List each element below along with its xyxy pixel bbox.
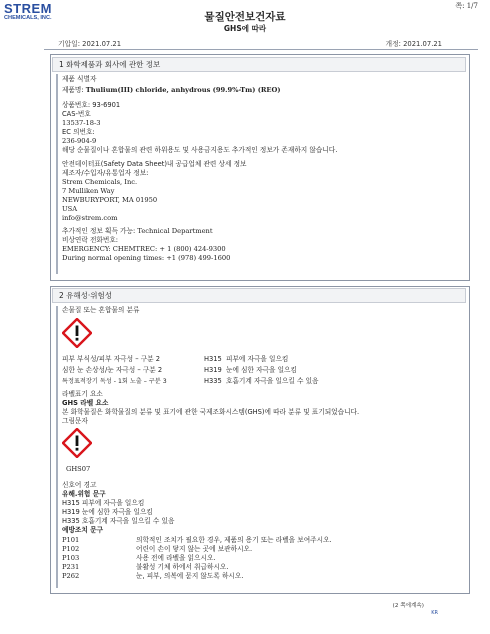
continued-note: (2 쪽에계속)	[392, 603, 424, 609]
cas-value: 13537-18-3	[62, 119, 101, 127]
document-title: 물질안전보건자료	[204, 11, 286, 23]
precaution-statements-label: 예방조치 문구	[62, 526, 104, 534]
supplier-line: Strem Chemicals, Inc.	[62, 178, 138, 186]
precaution-code: P102	[62, 545, 80, 553]
classification-statement: 피부에 자극을 일으킴	[226, 355, 289, 363]
classification-statement: 호흡기계 자극을 일으킬 수 있음	[226, 377, 319, 385]
section-2-heading: 2 유해성·위험성	[52, 288, 466, 303]
exclamation-mark-pictogram-icon	[62, 318, 92, 348]
precaution-text: 사용 전에 라벨을 읽으시오.	[136, 554, 216, 562]
written-date: 기압일: 2021.07.21	[58, 40, 122, 48]
more-info-row	[62, 227, 213, 236]
emergency-label: 비상연락 전화번호:	[62, 236, 119, 244]
supplier-line: 7 Mulliken Way	[62, 187, 115, 195]
classification-code: H319	[204, 366, 222, 374]
more-info-value: Technical Department	[137, 227, 213, 235]
precaution-code: P262	[62, 572, 80, 580]
language-code: KR	[431, 610, 438, 616]
hazard-statement: H335 호흡기계 자극을 일으킬 수 있음	[62, 517, 175, 525]
precaution-code: P103	[62, 554, 80, 562]
precaution-text: 의학적인 조치가 필요한 경우, 제품의 용기 또는 라벨을 보여주시오.	[136, 536, 332, 544]
logo-main-text: STREM	[4, 1, 52, 16]
precaution-text: 눈, 피부, 의복에 묻지 않도록 하시오.	[136, 572, 244, 580]
pictogram-label: 그림문자	[62, 417, 88, 425]
supplier-line: NEWBURYPORT, MA 01950	[62, 196, 158, 204]
supplier-email[interactable]: info@strem.com	[62, 214, 118, 222]
section-1-heading: 1 화학제품과 회사에 관한 정보	[52, 57, 466, 72]
page-number: 쪽: 1/7	[455, 2, 478, 10]
ec-label: EC 의번호:	[62, 128, 95, 136]
product-name: Thulium(III) chloride, anhydrous (99.9%-Tm) (REO)	[85, 86, 281, 94]
header-divider	[44, 49, 478, 50]
product-name-row	[62, 86, 281, 95]
classification-statement: 눈에 심한 자극을 일으킴	[226, 366, 297, 374]
hazard-statement: H319 눈에 심한 자극을 일으킴	[62, 508, 153, 516]
section-2-box	[50, 286, 470, 594]
cas-label: CAS-번호	[62, 110, 91, 118]
product-identifier-label: 제품 식별자	[62, 75, 97, 83]
hazard-statement: H315 피부에 자극을 일으킴	[62, 499, 145, 507]
logo-sub-text: CHEMICALS, INC.	[4, 15, 52, 21]
revised-date: 개정: 2021.07.21	[385, 40, 442, 48]
document-subtitle: GHS에 따라	[223, 24, 267, 33]
emergency-number-1: EMERGENCY: CHEMTREC: + 1 (800) 424-9300	[62, 245, 226, 253]
pictogram-code: GHS07	[66, 465, 91, 473]
supplier-label: 제조자/수입자/유통업자 정보:	[62, 169, 149, 177]
ghs-label-heading: GHS 라벨 요소	[62, 399, 109, 407]
more-info-label: 추가적인 정보 획득 가능:	[62, 227, 136, 235]
classification-category: 특정표적장기 독성 - 1회 노출 – 구분 3	[62, 378, 167, 385]
relevant-uses: 해당 순물질이나 혼합물의 관련 하위용도 및 사용금지용도 추가적인 정보가 존재하지 않습니다.	[62, 146, 338, 154]
emergency-number-2: During normal opening times: +1 (978) 499-1600	[62, 254, 231, 262]
signal-word: 신호어 경고	[62, 481, 97, 489]
section-2-bar	[56, 306, 58, 588]
section-1-bar	[56, 74, 58, 274]
classification-category: 피부 부식성/피부 자극성 – 구분 2	[62, 355, 161, 363]
classification-code: H315	[204, 355, 222, 363]
classification-code: H335	[204, 377, 222, 385]
classification-category: 심한 눈 손상성/눈 자극성 – 구분 2	[62, 366, 163, 374]
sds-details-label: 안전데이터표(Safety Data Sheet)내 공급업체 관련 상세 정보	[62, 160, 247, 168]
precaution-text: 어린이 손이 닿지 않는 곳에 보관하시오.	[136, 545, 253, 553]
product-number: 상품번호: 93-6901	[62, 101, 121, 109]
precaution-code: P231	[62, 563, 80, 571]
ghs-statement: 본 화학물질은 화학물질의 분류 및 표기에 관한 국제조화시스템(GHS)에 따라 분류 및 표기되었습니다.	[62, 408, 360, 416]
exclamation-mark-pictogram-icon	[62, 428, 92, 458]
precaution-text: 불활성 기체 하에서 취급하시오.	[136, 563, 229, 571]
supplier-line: USA	[62, 205, 78, 213]
precaution-code: P101	[62, 536, 80, 544]
ec-value: 236-904-9	[62, 137, 97, 145]
product-name-label: 제품명:	[62, 86, 84, 94]
hazard-statements-label: 유해.위험 문구	[62, 490, 106, 498]
classification-label: 손물질 또는 혼합물의 분류	[62, 306, 140, 314]
label-elements-label: 라벨표기 요소	[62, 390, 103, 398]
